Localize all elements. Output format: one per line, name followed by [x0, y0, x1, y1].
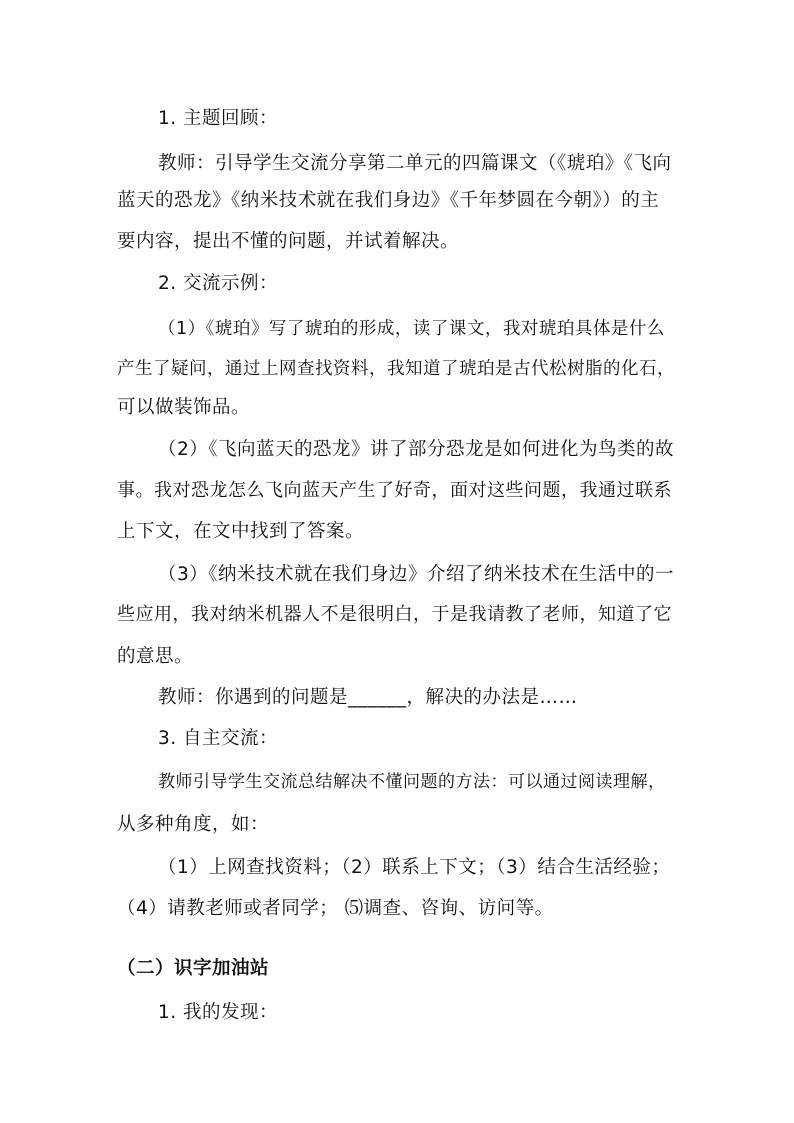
example3-line-3: 的意思。 — [117, 646, 194, 667]
methods-line-2: （4）请教老师或者同学； ⑸调查、咨询、访问等。 — [117, 898, 554, 919]
teacher-prompt: 教师：你遇到的问题是______，解决的办法是…… — [158, 687, 578, 708]
example1-line-2: 产生了疑问，通过上网查找资料，我知道了琥珀是古代松树脂的化石， — [117, 359, 675, 379]
example-heading: 2. 交流示例： — [158, 273, 279, 294]
example1-line-3: 可以做装饰品。 — [117, 397, 251, 418]
teacher-intro-line-3: 要内容，提出不懂的问题，并试着解决。 — [117, 231, 460, 252]
teacher-intro-line-2: 蓝天的恐龙》《纳米技术就在我们身边》《千年梦圆在今朝》）的主 — [117, 190, 660, 211]
self-exchange-heading: 3. 自主交流： — [158, 728, 279, 749]
example2-line-3: 上下文，在文中找到了答案。 — [117, 521, 365, 542]
example2-line-1: （2）《飞向蓝天的恐龙》讲了部分恐龙是如何进化为鸟类的故 — [158, 439, 675, 460]
review-heading: 1. 主题回顾： — [158, 108, 279, 129]
summary-line-2: 从多种角度，如： — [117, 814, 270, 835]
example1-line-1: （1）《琥珀》写了琥珀的形成，读了课文，我对琥珀具体是什么 — [158, 319, 665, 339]
discovery-heading: 1. 我的发现： — [158, 1002, 279, 1023]
teacher-intro-line-1: 教师：引导学生交流分享第二单元的四篇课文（《琥珀》《飞向 — [158, 153, 672, 174]
example3-line-1: （3）《纳米技术就在我们身边》介绍了纳米技术在生活中的一 — [158, 564, 675, 585]
example3-line-2: 些应用，我对纳米机器人不是很明白，于是我请教了老师，知道了它 — [117, 604, 672, 625]
summary-line-1: 教师引导学生交流总结解决不懂问题的方法：可以通过阅读理解， — [158, 772, 666, 792]
section2-title: （二）识字加油站 — [117, 958, 270, 979]
example2-line-2: 事。我对恐龙怎么飞向蓝天产生了好奇，面对这些问题，我通过联系 — [117, 480, 672, 501]
methods-line-1: （1）上网查找资料；（2）联系上下文；（3）结合生活经验； — [158, 857, 671, 878]
